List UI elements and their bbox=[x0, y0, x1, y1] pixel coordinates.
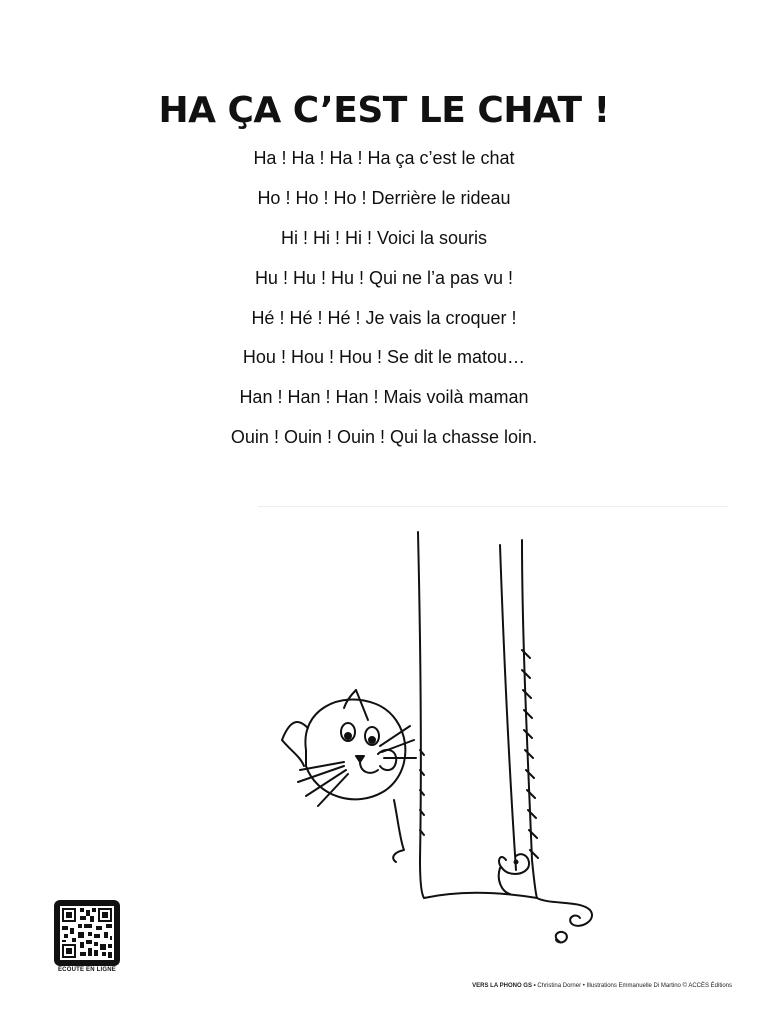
qr-code-icon[interactable] bbox=[54, 900, 120, 966]
page-title: HA ÇA C’EST LE CHAT ! bbox=[158, 90, 610, 131]
footer-credit-text: Christina Dorner • Illustrations Emmanuelle Di Martino © ACCÈS Éditions bbox=[537, 983, 732, 989]
footer-series: VERS LA PHONO GS • bbox=[472, 983, 536, 989]
verse-line: Hou ! Hou ! Hou ! Se dit le matou… bbox=[242, 347, 526, 367]
cat-drawing bbox=[282, 690, 416, 862]
verse-line: Ouin ! Ouin ! Ouin ! Qui la chasse loin. bbox=[230, 427, 538, 447]
curtain-drawing bbox=[418, 532, 592, 942]
verse-line: Ha ! Ha ! Ha ! Ha ça c’est le chat bbox=[253, 148, 515, 168]
footer-credits bbox=[472, 983, 732, 989]
verse-line: Hé ! Hé ! Hé ! Je vais la croquer ! bbox=[251, 308, 517, 328]
verse-line: Hi ! Hi ! Hi ! Voici la souris bbox=[280, 228, 488, 248]
cat-behind-curtain-illustration bbox=[260, 500, 600, 970]
verse-line: Han ! Han ! Han ! Mais voilà maman bbox=[239, 387, 529, 407]
qr-label: ÉCOUTE EN LIGNE bbox=[57, 967, 116, 973]
verse-line: Ho ! Ho ! Ho ! Derrière le rideau bbox=[257, 188, 511, 208]
verse-line: Hu ! Hu ! Hu ! Qui ne l’a pas vu ! bbox=[254, 268, 514, 288]
